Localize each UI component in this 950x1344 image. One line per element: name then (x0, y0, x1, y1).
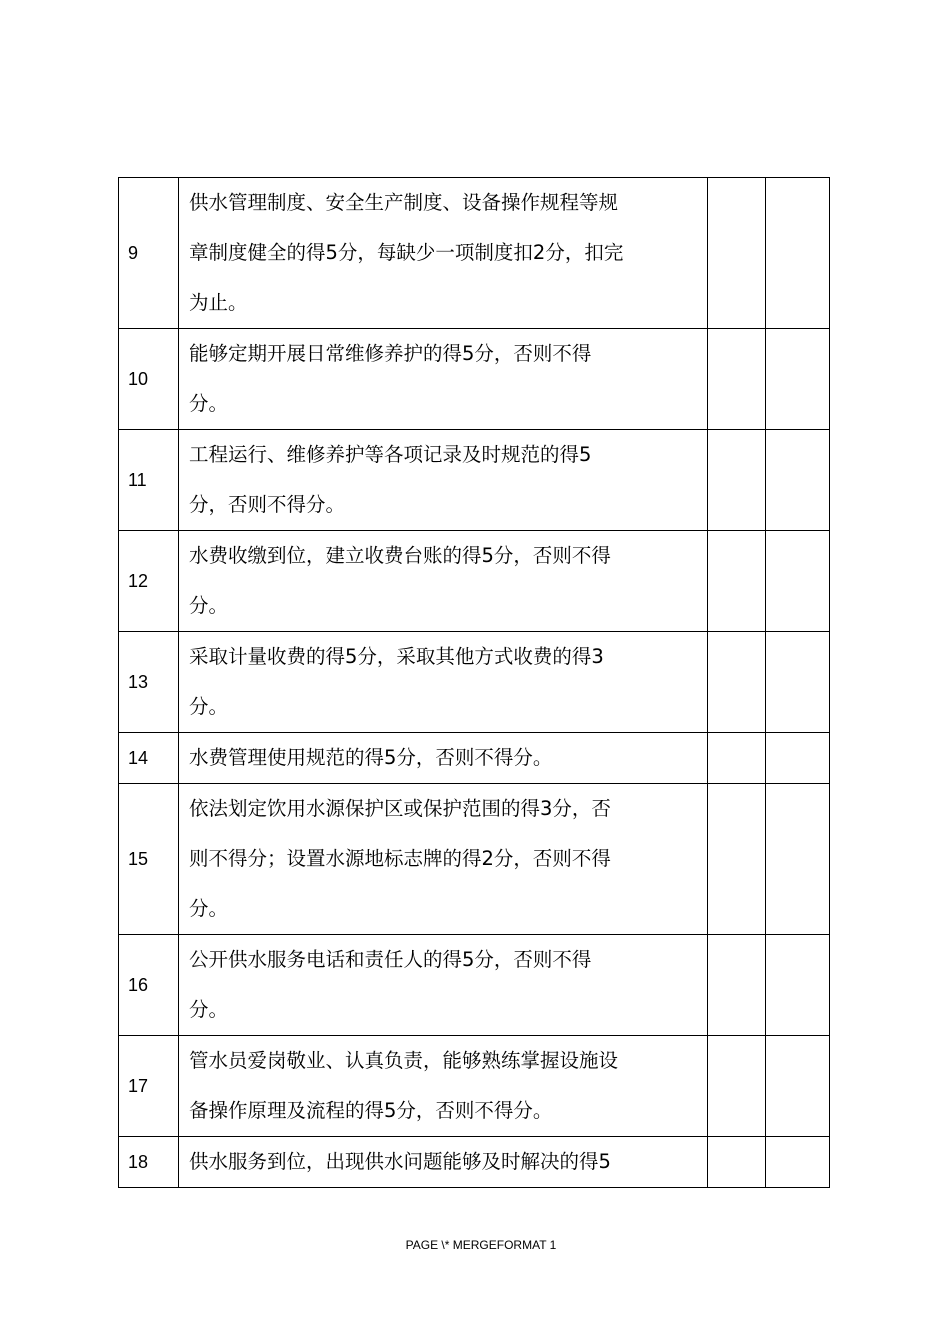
table-row (119, 784, 830, 935)
remarks-cell (766, 430, 830, 531)
criteria-cell (179, 1036, 708, 1137)
criteria-line: 分，否则不得分。 (189, 493, 346, 516)
item-number-cell (119, 1137, 179, 1188)
score-cell (708, 935, 766, 1036)
item-number: 9 (128, 243, 139, 263)
item-number: 15 (128, 849, 149, 869)
criteria-cell (179, 632, 708, 733)
criteria-text (179, 733, 707, 783)
remarks-cell (766, 935, 830, 1036)
item-number-cell (119, 531, 179, 632)
scoring-table (118, 177, 830, 1188)
criteria-cell (179, 531, 708, 632)
criteria-line: 公开供水服务电话和责任人的得5分，否则不得 (189, 948, 592, 971)
item-number-cell (119, 178, 179, 329)
criteria-line: 供水服务到位，出现供水问题能够及时解决的得5 (189, 1150, 611, 1173)
criteria-line: 供水管理制度、安全生产制度、设备操作规程等规 (189, 191, 619, 214)
criteria-text (179, 1137, 707, 1187)
score-cell (708, 784, 766, 935)
criteria-line: 水费管理使用规范的得5分，否则不得分。 (189, 746, 553, 769)
table-row (119, 531, 830, 632)
scoring-table-body (119, 178, 830, 1188)
item-number: 10 (128, 369, 149, 389)
table-row (119, 178, 830, 329)
score-cell (708, 430, 766, 531)
criteria-text (179, 632, 707, 732)
item-number: 17 (128, 1076, 149, 1096)
criteria-cell (179, 784, 708, 935)
remarks-cell (766, 178, 830, 329)
table-row (119, 1036, 830, 1137)
criteria-line: 水费收缴到位，建立收费台账的得5分，否则不得 (189, 544, 611, 567)
score-cell (708, 632, 766, 733)
criteria-line: 依法划定饮用水源保护区或保护范围的得3分，否 (189, 797, 611, 820)
criteria-cell (179, 430, 708, 531)
criteria-line: 工程运行、维修养护等各项记录及时规范的得5 (189, 443, 592, 466)
item-number-cell (119, 1036, 179, 1137)
criteria-text (179, 329, 707, 429)
table-row (119, 329, 830, 430)
criteria-line: 能够定期开展日常维修养护的得5分，否则不得 (189, 342, 592, 365)
score-cell (708, 531, 766, 632)
table-row (119, 430, 830, 531)
remarks-cell (766, 1137, 830, 1188)
criteria-line: 分。 (189, 594, 229, 617)
criteria-text (179, 935, 707, 1035)
item-number-cell (119, 329, 179, 430)
criteria-line: 采取计量收费的得5分，采取其他方式收费的得3 (189, 645, 604, 668)
criteria-text (179, 178, 707, 328)
table-row (119, 733, 830, 784)
criteria-line: 章制度健全的得5分，每缺少一项制度扣2分，扣完 (189, 241, 624, 264)
score-cell (708, 1137, 766, 1188)
page-footer: PAGE \* MERGEFORMAT 1 (405, 1238, 557, 1252)
remarks-cell (766, 1036, 830, 1137)
table-row (119, 632, 830, 733)
remarks-cell (766, 733, 830, 784)
criteria-line: 管水员爱岗敬业、认真负责，能够熟练掌握设施设 (189, 1049, 619, 1072)
item-number-cell (119, 632, 179, 733)
table-row (119, 1137, 830, 1188)
criteria-cell (179, 935, 708, 1036)
item-number: 11 (128, 470, 147, 490)
item-number-cell (119, 733, 179, 784)
criteria-line: 备操作原理及流程的得5分，否则不得分。 (189, 1099, 553, 1122)
criteria-line: 则不得分；设置水源地标志牌的得2分，否则不得 (189, 847, 611, 870)
score-cell (708, 178, 766, 329)
criteria-line: 分。 (189, 695, 229, 718)
criteria-line: 分。 (189, 998, 229, 1021)
score-cell (708, 329, 766, 430)
criteria-cell (179, 178, 708, 329)
criteria-text (179, 430, 707, 530)
item-number: 13 (128, 672, 149, 692)
remarks-cell (766, 784, 830, 935)
criteria-text (179, 1036, 707, 1136)
score-cell (708, 733, 766, 784)
score-cell (708, 1036, 766, 1137)
remarks-cell (766, 632, 830, 733)
criteria-text (179, 531, 707, 631)
remarks-cell (766, 329, 830, 430)
item-number: 16 (128, 975, 149, 995)
criteria-cell (179, 329, 708, 430)
item-number-cell (119, 430, 179, 531)
criteria-line: 为止。 (189, 291, 248, 314)
criteria-text (179, 784, 707, 934)
criteria-line: 分。 (189, 897, 229, 920)
table-row (119, 935, 830, 1036)
remarks-cell (766, 531, 830, 632)
item-number: 12 (128, 571, 149, 591)
item-number-cell (119, 935, 179, 1036)
item-number: 14 (128, 748, 149, 768)
item-number: 18 (128, 1152, 149, 1172)
criteria-cell (179, 1137, 708, 1188)
criteria-cell (179, 733, 708, 784)
criteria-line: 分。 (189, 392, 229, 415)
item-number-cell (119, 784, 179, 935)
